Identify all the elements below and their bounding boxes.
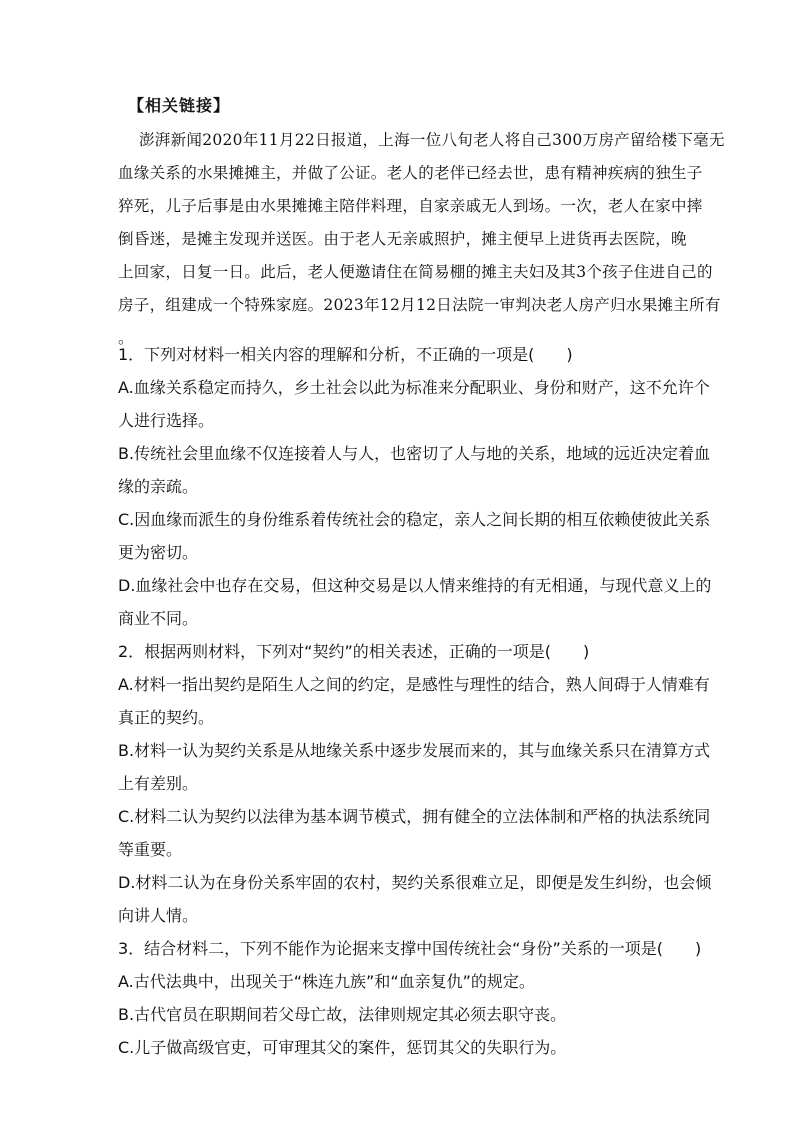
question-3-option-a: A.古代法典中，出现关于“株连九族”和“血亲复仇”的规定。	[118, 972, 535, 991]
question-2-option-b: B.材料一认为契约关系是从地缘关系中逐步发展而来的，其与血缘关系只在清算方式	[118, 741, 711, 760]
question-1-option-a: A.血缘关系稳定而持久，乡土社会以此为标准来分配职业、身份和财产，这不允许个	[118, 378, 710, 397]
question-1-option-a-cont: 人进行选择。	[118, 411, 215, 430]
question-1-option-c-cont: 更为密切。	[118, 543, 199, 562]
question-list	[118, 338, 712, 1064]
section-title: 【相关链接】	[128, 96, 231, 115]
passage-line: 房子，组建成一个特殊家庭。2023年12月12日法院一审判决老人房产归水果摊主所有	[118, 296, 721, 314]
news-passage	[118, 124, 725, 355]
passage-line: 。	[118, 329, 134, 347]
question-2-option-c: C.材料二认为契约以法律为基本调节模式，拥有健全的立法体制和严格的执法系统同	[118, 807, 711, 826]
question-1-option-d-cont: 商业不同。	[118, 609, 199, 628]
question-1-option-b-cont: 缘的亲疏。	[118, 477, 199, 496]
question-2-stem: 2．根据两则材料，下列对“契约”的相关表述，正确的一项是( )	[118, 642, 590, 661]
question-2-option-d: D.材料二认为在身份关系牢固的农村，契约关系很难立足，即便是发生纠纷，也会倾	[118, 873, 712, 892]
passage-line: 猝死，儿子后事是由水果摊摊主陪伴料理，自家亲戚无人到场。一次，老人在家中摔	[118, 197, 703, 215]
question-2-option-b-cont: 上有差别。	[118, 774, 199, 793]
question-2-option-d-cont: 向讲人情。	[118, 906, 199, 925]
question-3-stem: 3．结合材料二，下列不能作为论据来支撑中国传统社会“身份”关系的一项是( )	[118, 939, 702, 958]
question-1-option-b: B.传统社会里血缘不仅连接着人与人，也密切了人与地的关系，地域的远近决定着血	[118, 444, 711, 463]
question-2-option-a: A.材料一指出契约是陌生人之间的约定，是感性与理性的结合，熟人间碍于人情难有	[118, 675, 710, 694]
question-2-option-a-cont: 真正的契约。	[118, 708, 215, 727]
question-1-option-c: C.因血缘而派生的身份维系着传统社会的稳定，亲人之间长期的相互依赖使彼此关系	[118, 510, 711, 529]
question-3-option-c: C.儿子做高级官吏，可审理其父的案件，惩罚其父的失职行为。	[118, 1038, 567, 1057]
passage-line: 上回家，日复一日。此后，老人便邀请住在简易棚的摊主夫妇及其3个孩子住进自己的	[118, 263, 713, 281]
passage-line: 澎湃新闻2020年11月22日报道，上海一位八旬老人将自己300万房产留给楼下毫无	[139, 131, 725, 149]
question-3-option-b: B.古代官员在职期间若父母亡故，法律则规定其必须去职守丧。	[118, 1005, 567, 1024]
question-1-option-d: D.血缘社会中也存在交易，但这种交易是以人情来维持的有无相通，与现代意义上的	[118, 576, 712, 595]
passage-line: 血缘关系的水果摊摊主，并做了公证。老人的老伴已经去世，患有精神疾病的独生子	[118, 164, 703, 182]
question-2-option-c-cont: 等重要。	[118, 840, 183, 859]
passage-line: 倒昏迷，是摊主发现并送医。由于老人无亲戚照护，摊主便早上进货再去医院，晚	[118, 230, 687, 248]
question-1-stem: 1．下列对材料一相关内容的理解和分析，不正确的一项是( )	[118, 345, 573, 364]
